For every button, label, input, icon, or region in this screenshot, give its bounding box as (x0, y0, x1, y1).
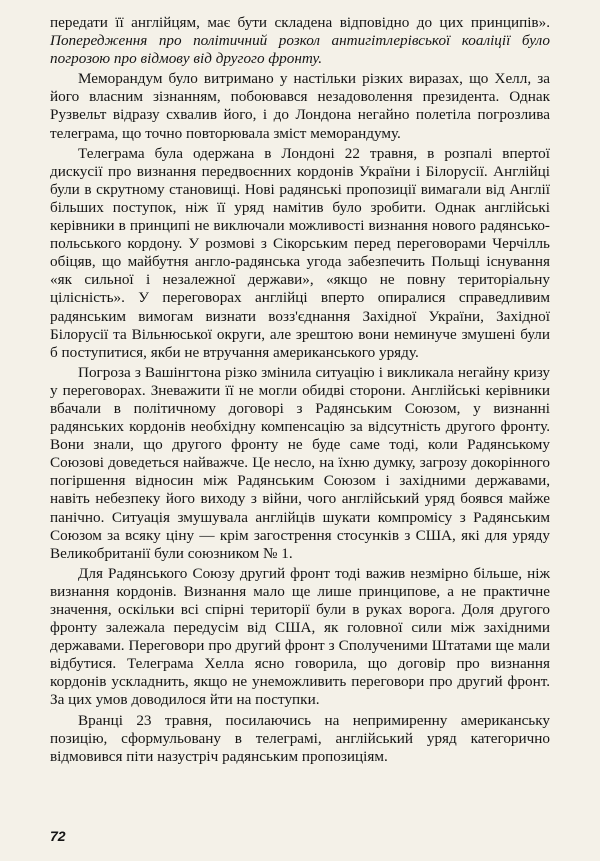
paragraph-4-text: Погроза з Вашінгтона різко змінила ситуацію і викликала негайну кризу у переговорах. Зневажити її не могли обидві сторони. Англійські керівники вбачали в політичному договорі з Радянським Союзом, у визнанні радянських кордонів необхідну компенсацію за відсутність другого фронту. Вони знали, що другого фронту не буде саме тоді, коли Радянському Союзові доведеться найважче. Це несло, на їхню думку, загрозу докорінного погіршення відносин між Радянським Союзом і західними державами, навіть небезпеку його виходу з війни, чого англійський уряд боявся майже панічно. Ситуація змушувала англійців шукати компромісу з Радянським Союзом за всяку ціну — крім загострення стосунків з США, які для уряду Великобританії були союзником № 1. (50, 363, 550, 562)
paragraph-1 (50, 14, 550, 68)
paragraph-2-text: Меморандум було витримано у настільки різких виразах, що Хелл, за його власним зізнанням, побоювався незадоволення президента. Однак Рузвельт відразу схвалив його, і до Лондона негайно полетіла погрозлива телеграма, що точно повторювала зміст меморандуму. (50, 70, 550, 142)
paragraph-6 (50, 712, 550, 766)
paragraph-3-text: Телеграма була одержана в Лондоні 22 травня, в розпалі впертої дискусії про визнання передвоєнних кордонів України і Білорусії. Англійці були в скрутному становищі. Нові радянські пропозиції вимагали від Англії більших поступок, ніж її уряд намітив було зробити. Однак англійські керівники в принципі не виключали можливості визнання нового радянсько-польського кордону. У розмові з Сікорським перед переговорами Черчілль обіцяв, що майбутня англо-радянська угода забезпечить Польщі існування «як сильної і незалежної держави», «якщо не повну територіальну цілісність». У переговорах англійці вперто опиралися справедливим радянським вимогам визнати возз'єднання Західної України, Західної Білорусії та Вільнюської округи, але зрештою вони неминуче змушені були б поступитися, якби не втручання американського уряду. (50, 144, 550, 361)
paragraph-5 (50, 565, 550, 710)
paragraph-1-italic-text: Попередження про політичний розкол антигітлерівської коаліції було погрозою про відмову від другого фронту. (50, 32, 550, 68)
paragraph-6-text: Вранці 23 травня, посилаючись на непримиренну американську позицію, сформульовану в телеграмі, англійський уряд категорично відмовився піти назустріч радянським пропозиціям. (50, 711, 550, 765)
paragraph-3 (50, 145, 550, 362)
body-text (50, 14, 550, 766)
paragraph-1-text: передати її англійцям, має бути складена відповідно до цих принципів». (50, 14, 550, 31)
paragraph-4 (50, 364, 550, 563)
paragraph-2 (50, 70, 550, 142)
paragraph-5-text: Для Радянського Союзу другий фронт тоді важив незмірно більше, ніж визнання кордонів. Визнання мало ще лише принципове, а не практичне значення, оскільки всі спірні території були в руках ворога. Доля другого фронту залежала передусім від США, як головної сили між західними державами. Переговори про другий фронт з Сполученими Штатами ще мали відбутися. Телеграма Хелла ясно говорила, що договір про визнання кордонів ускладнить, якщо не унеможливить переговори про другий фронт. За цих умов доводилося йти на поступки. (50, 564, 550, 709)
page-number: 72 (50, 828, 66, 844)
